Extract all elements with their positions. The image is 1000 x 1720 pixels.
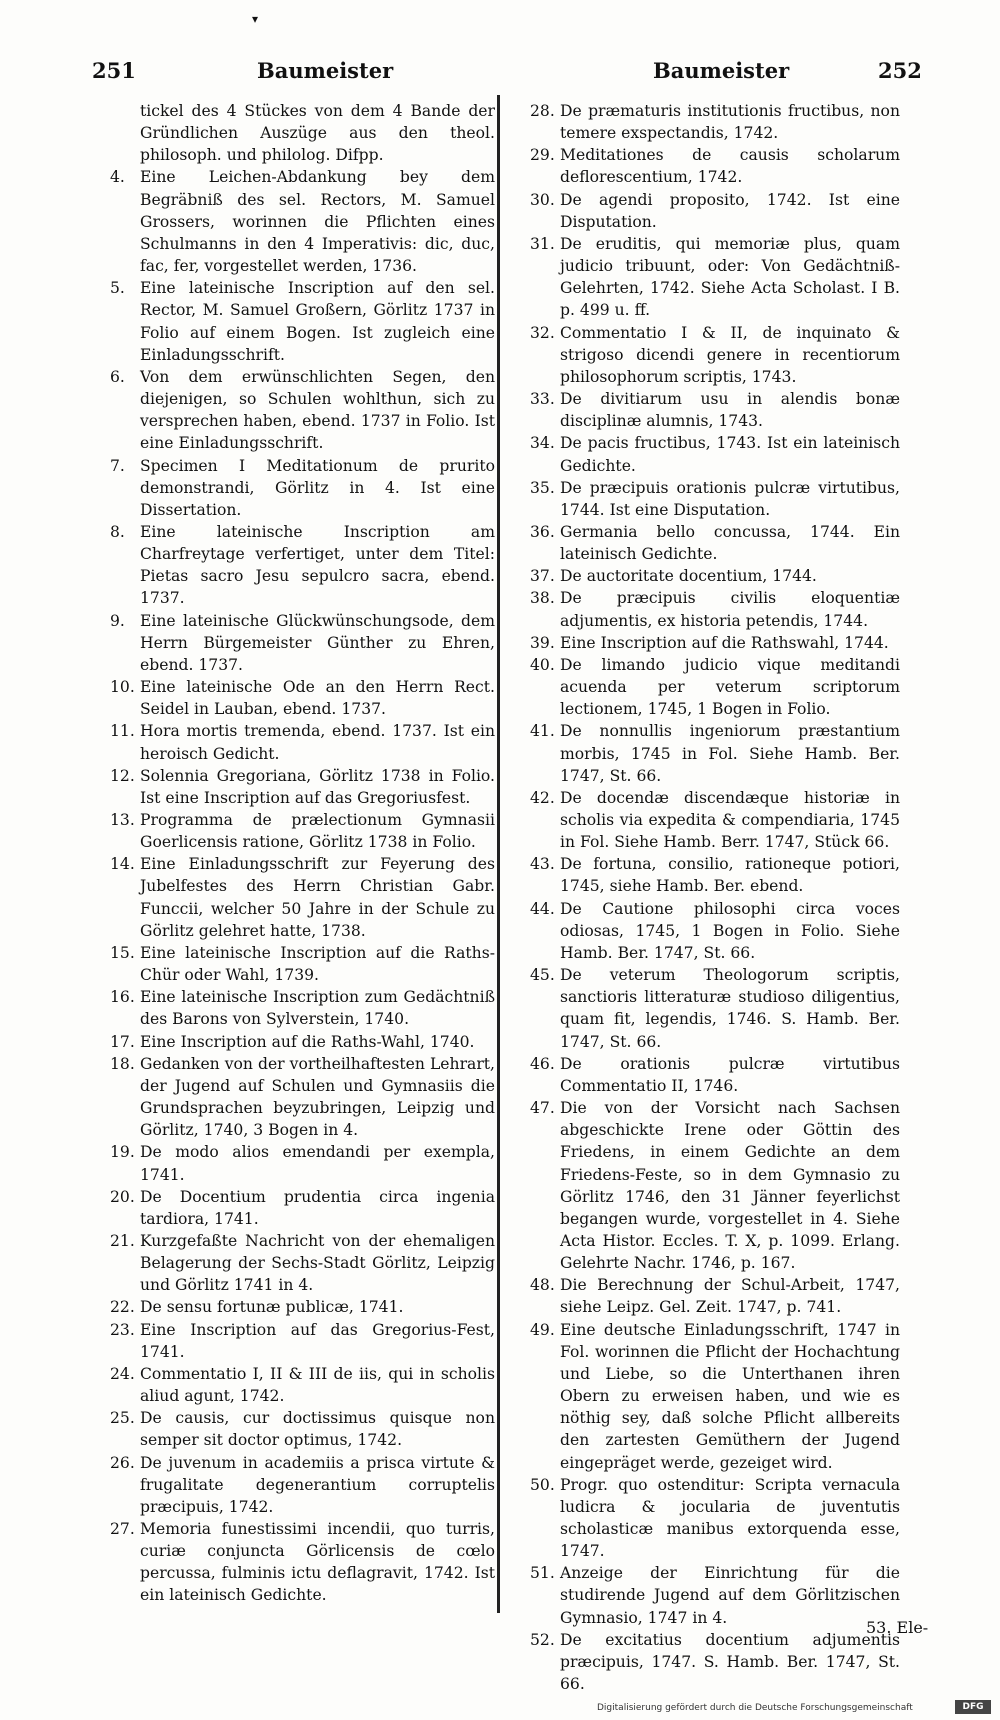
bibliography-entry: [530, 1629, 900, 1695]
continuation-text: tickel des 4 Stückes von dem 4 Bande der Gründlichen Auszüge aus den theol. philosoph. und philolog. Difpp.: [140, 102, 495, 165]
entry-number: 6.: [110, 367, 125, 386]
entry-number: 43.: [530, 855, 555, 874]
bibliography-entry: [530, 477, 900, 521]
entry-text: Eine Inscription auf die Raths-Wahl, 1740.: [140, 1032, 475, 1051]
entry-text: Von dem erwünschlichten Segen, den diejenigen, so Schulen wohlthun, sich zu versprechen haben, ebend. 1737 in Folio. Ist eine Einladungsschrift.: [140, 367, 495, 453]
entry-text: De divitiarum usu in alendis bonæ disciplinæ alumnis, 1743.: [560, 390, 900, 431]
entry-text: De causis, cur doctissimus quisque non semper sit doctor optimus, 1742.: [140, 1409, 495, 1450]
bibliography-entry: [110, 676, 495, 720]
entry-text: De Cautione philosophi circa voces odiosas, 1745, 1 Bogen in Folio. Siehe Hamb. Ber. 1747, St. 66.: [560, 899, 900, 962]
entry-text: Eine Inscription auf die Rathswahl, 1744.: [560, 633, 889, 652]
bibliography-entry: [110, 1141, 495, 1185]
entry-text: De præcipuis orationis pulcræ virtutibus, 1744. Ist eine Disputation.: [560, 478, 900, 519]
entry-number: 24.: [110, 1364, 135, 1383]
entry-number: 14.: [110, 855, 135, 874]
entry-number: 10.: [110, 678, 135, 697]
entry-text: Programma de prælectionum Gymnasii Goerlicensis ratione, Görlitz 1738 in Folio.: [140, 811, 495, 852]
entry-text: Progr. quo ostenditur: Scripta vernacula ludicra & jocularia de juventutis scholasticæ manibus extorquenda esse, 1747.: [560, 1475, 900, 1561]
bibliography-entry: [530, 388, 900, 432]
bibliography-entry: [530, 1053, 900, 1097]
entry-number: 23.: [110, 1320, 135, 1339]
entry-text: Specimen I Meditationum de prurito demonstrandi, Görlitz in 4. Ist eine Dissertation.: [140, 456, 495, 519]
entry-text: Solennia Gregoriana, Görlitz 1738 in Folio. Ist eine Inscription auf das Gregoriusfest.: [140, 766, 495, 807]
entry-text: De agendi proposito, 1742. Ist eine Disputation.: [560, 190, 900, 231]
digitization-credit: Digitalisierung gefördert durch die Deutsche Forschungsgemeinschaft: [597, 1703, 913, 1713]
bibliography-entry: [530, 1562, 900, 1628]
left-column: [110, 100, 495, 1607]
bibliography-entry: [110, 942, 495, 986]
entry-number: 41.: [530, 722, 555, 741]
entry-number: 19.: [110, 1143, 135, 1162]
entry-number: 45.: [530, 966, 555, 985]
entry-text: Die Berechnung der Schul-Arbeit, 1747, siehe Leipz. Gel. Zeit. 1747, p. 741.: [560, 1276, 900, 1317]
dfg-logo: DFG: [955, 1700, 991, 1714]
entry-text: De excitatius docentium adjumentis præcipuis, 1747. S. Hamb. Ber. 1747, St. 66.: [560, 1630, 900, 1694]
bibliography-entry: [530, 898, 900, 964]
entry-text: Memoria funestissimi incendii, quo turris, curiæ conjuncta Görlicensis de cœlo percussa, fulminis ictu deflagravit, 1742. Ist ein lateinisch Gedichte.: [140, 1520, 495, 1605]
right-page-number: 252: [878, 58, 922, 83]
entry-number: 31.: [530, 234, 555, 253]
bibliography-entry: [530, 632, 900, 654]
entry-number: 17.: [110, 1032, 135, 1051]
entry-text: Meditationes de causis scholarum deflorescentium, 1742.: [560, 146, 900, 187]
entry-text: De pacis fructibus, 1743. Ist ein lateinisch Gedichte.: [560, 434, 900, 475]
bibliography-entry: [110, 366, 495, 455]
entry-text: De eruditis, qui memoriæ plus, quam judicio tribuunt, oder: Von Gedächtniß-Gelehrten, 1742. Siehe Acta Scholast. I B. p. 499 u. ff.: [560, 234, 900, 320]
right-column: [530, 100, 900, 1695]
entry-text: De nonnullis ingeniorum præstantium morbis, 1745 in Fol. Siehe Hamb. Ber. 1747, St. 66.: [560, 722, 900, 785]
bibliography-entry: [530, 189, 900, 233]
entry-text: Eine lateinische Ode an den Herrn Rect. Seidel in Lauban, ebend. 1737.: [140, 678, 495, 719]
entry-number: 42.: [530, 788, 555, 807]
bibliography-entry: [530, 964, 900, 1053]
entry-number: 36.: [530, 522, 555, 541]
left-running-head: Baumeister: [257, 58, 394, 83]
entry-text: Eine Inscription auf das Gregorius-Fest, 1741.: [140, 1320, 495, 1361]
entry-number: 4.: [110, 168, 125, 187]
bibliography-entry: [110, 610, 495, 676]
bibliography-entry: [530, 587, 900, 631]
entry-number: 35.: [530, 478, 555, 497]
entry-number: 8.: [110, 522, 125, 541]
entry-number: 22.: [110, 1298, 135, 1317]
entry-number: 37.: [530, 567, 555, 586]
entry-text: De Docentium prudentia circa ingenia tardiora, 1741.: [140, 1187, 495, 1228]
column-divider: [497, 95, 500, 1613]
bibliography-entry: [530, 1274, 900, 1318]
entry-number: 11.: [110, 722, 135, 741]
catchword: 53. Ele-: [866, 1618, 929, 1637]
entry-number: 44.: [530, 899, 555, 918]
bibliography-entry: [110, 809, 495, 853]
ink-mark: ▾: [252, 12, 259, 26]
entry-text: Eine Leichen-Abdankung bey dem Begräbniß des sel. Rectors, M. Samuel Grossers, worinnen die Pflichten eines Schulmanns in den 4 Imperativis: dic, duc, fac, fer, vorgestellet werden, 1736.: [140, 168, 495, 276]
bibliography-entry: [110, 1186, 495, 1230]
entry-number: 27.: [110, 1520, 135, 1538]
entry-number: 33.: [530, 390, 555, 409]
entry-text: Eine lateinische Inscription auf die Raths-Chür oder Wahl, 1739.: [140, 943, 495, 985]
entry-number: 32.: [530, 323, 555, 342]
entry-number: 28.: [530, 102, 555, 120]
bibliography-entry: [530, 521, 900, 565]
entry-number: 26.: [110, 1453, 135, 1472]
bibliography-entry: [530, 144, 900, 188]
entry-number: 20.: [110, 1187, 135, 1206]
bibliography-entry: [110, 277, 495, 366]
entry-text: Kurzgefaßte Nachricht von der ehemaligen Belagerung der Sechs-Stadt Görlitz, Leipzig und Görlitz 1741 in 4.: [140, 1231, 495, 1295]
entry-number: 47.: [530, 1099, 555, 1118]
entry-text: Commentatio I & II, de inquinato & strigoso dicendi genere in recentiorum philosophorum scriptis, 1743.: [560, 323, 900, 386]
bibliography-entry: [110, 521, 495, 610]
entry-text: Eine lateinische Inscription am Charfreytage verfertiget, unter dem Titel: Pietas sacro Jesu sepulcro sacra, ebend. 1737.: [140, 522, 495, 608]
bibliography-entry: [110, 166, 495, 277]
entry-text: De orationis pulcræ virtutibus Commentatio II, 1746.: [560, 1054, 900, 1095]
bibliography-entry: [530, 1319, 900, 1474]
entry-text: De auctoritate docentium, 1744.: [560, 567, 817, 586]
bibliography-entry: [530, 654, 900, 720]
bibliography-entry: [530, 100, 900, 144]
entry-text: Eine lateinische Glückwünschungsode, dem Herrn Bürgemeister Günther zu Ehren, ebend. 1737.: [140, 611, 495, 674]
entry-number: 38.: [530, 589, 555, 608]
entry-number: 12.: [110, 766, 135, 785]
entry-text: Commentatio I, II & III de iis, qui in scholis aliud agunt, 1742.: [140, 1364, 495, 1406]
bibliography-entry: [530, 1474, 900, 1563]
bibliography-entry: [110, 455, 495, 521]
right-entry-list: [530, 100, 900, 1695]
entry-text: Eine lateinische Inscription auf den sel. Rector, M. Samuel Großern, Görlitz 1737 in Folio auf einem Bogen. Ist zugleich eine Einladungsschrift.: [140, 279, 495, 364]
entry-number: 30.: [530, 190, 555, 209]
bibliography-entry: [530, 720, 900, 786]
entry-text: Die von der Vorsicht nach Sachsen abgeschickte Irene oder Göttin des Friedens, in einem Gedichte an dem Friedens-Feste, so in dem Gymnasio zu Görlitz 1746, den 31 Jänner feyerlichst begangen wurde, vorgestellet in 4. Siehe Acta Histor. Eccles. T. X, p. 1099. Erlang. Gelehrte Nachr. 1746, p. 167.: [560, 1099, 900, 1273]
entry-number: 52.: [530, 1630, 555, 1649]
entry-number: 16.: [110, 988, 135, 1007]
bibliography-entry: [530, 432, 900, 476]
entry-number: 40.: [530, 655, 555, 674]
entry-number: 9.: [110, 611, 125, 630]
entry-number: 7.: [110, 456, 125, 475]
entry-text: De veterum Theologorum scriptis, sanctioris litteraturæ studioso diligentius, quam fit, legendis, 1746. S. Hamb. Ber. 1747, St. 66.: [560, 966, 900, 1051]
entry-number: 21.: [110, 1231, 135, 1250]
entry-text: De præcipuis civilis eloquentiæ adjumentis, ex historia petendis, 1744.: [560, 589, 900, 630]
entry-text: De præmaturis institutionis fructibus, non temere exspectandis, 1742.: [560, 102, 900, 143]
bibliography-entry: [110, 765, 495, 809]
bibliography-entry: [530, 1097, 900, 1274]
entry-text: Anzeige der Einrichtung für die studirende Jugend auf dem Görlitzischen Gymnasio, 1747 in 4.: [560, 1564, 900, 1627]
entry-number: 25.: [110, 1409, 135, 1428]
right-running-head: Baumeister: [653, 58, 790, 83]
bibliography-entry: [110, 1053, 495, 1142]
entry-number: 29.: [530, 146, 555, 165]
entry-text: Gedanken von der vortheilhaftesten Lehrart, der Jugend auf Schulen und Gymnasiis die Grundsprachen beyzubringen, Leipzig und Görlitz, 1740, 3 Bogen in 4.: [140, 1054, 495, 1140]
entry-text: Eine lateinische Inscription zum Gedächtniß des Barons von Sylverstein, 1740.: [140, 988, 495, 1029]
entry-number: 51.: [530, 1564, 555, 1583]
left-entry-list: [110, 166, 495, 1606]
entry-text: De limando judicio vique meditandi acuenda per veterum scriptorum lectionem, 1745, 1 Bogen in Folio.: [560, 655, 900, 719]
bibliography-entry: [110, 1407, 495, 1451]
bibliography-entry: [530, 853, 900, 897]
entry-text: Eine deutsche Einladungsschrift, 1747 in Fol. worinnen die Pflicht der Hochachtung und Liebe, so die Unterthanen ihren Obern zu erweisen haben, und wie es nöthig sey, daß solche Pflicht allbereits den zartesten Gemüthern der Jugend eingepräget werde, gezeiget wird.: [560, 1320, 900, 1472]
entry-text: De docendæ discendæque historiæ in scholis via expedita & compendiaria, 1745 in Fol. Siehe Hamb. Berr. 1747, Stück 66.: [560, 788, 900, 852]
entry-number: 15.: [110, 943, 135, 962]
entry-number: 50.: [530, 1475, 555, 1494]
entry-text: Eine Einladungsschrift zur Feyerung des Jubelfestes des Herrn Christian Gabr. Funccii, welcher 50 Jahre in der Schule zu Görlitz gelehret hatte, 1738.: [140, 855, 495, 940]
bibliography-entry: [530, 322, 900, 388]
bibliography-entry: [530, 565, 900, 587]
entry-text: De fortuna, consilio, rationeque potiori, 1745, siehe Hamb. Ber. ebend.: [560, 855, 900, 896]
entry-text: De juvenum in academiis a prisca virtute & frugalitate degenerantium corruptelis præcipuis, 1742.: [140, 1453, 495, 1516]
bibliography-entry: [110, 1319, 495, 1363]
entry-number: 13.: [110, 811, 135, 829]
entry-text: De modo alios emendandi per exempla, 1741.: [140, 1143, 495, 1184]
bibliography-entry: [110, 1363, 495, 1407]
entry-text: Hora mortis tremenda, ebend. 1737. Ist ein heroisch Gedicht.: [140, 722, 495, 763]
entry-number: 34.: [530, 434, 555, 453]
entry-text: De sensu fortunæ publicæ, 1741.: [140, 1298, 404, 1317]
left-page-number: 251: [92, 58, 136, 83]
bibliography-entry: [110, 720, 495, 764]
entry-text: Germania bello concussa, 1744. Ein lateinisch Gedichte.: [560, 522, 900, 564]
bibliography-entry: [110, 1031, 495, 1053]
bibliography-entry: [530, 787, 900, 853]
bibliography-entry: [110, 1518, 495, 1607]
entry-number: 5.: [110, 279, 125, 298]
entry-number: 49.: [530, 1320, 555, 1339]
bibliography-entry: [110, 853, 495, 942]
entry-number: 18.: [110, 1054, 135, 1073]
entry-number: 46.: [530, 1054, 555, 1073]
bibliography-entry: [110, 1230, 495, 1296]
bibliography-entry: [110, 986, 495, 1030]
bibliography-entry: [530, 233, 900, 322]
entry-number: 48.: [530, 1276, 555, 1295]
entry-number: 39.: [530, 633, 555, 652]
bibliography-entry: [110, 1296, 495, 1318]
bibliography-entry: [110, 1452, 495, 1518]
